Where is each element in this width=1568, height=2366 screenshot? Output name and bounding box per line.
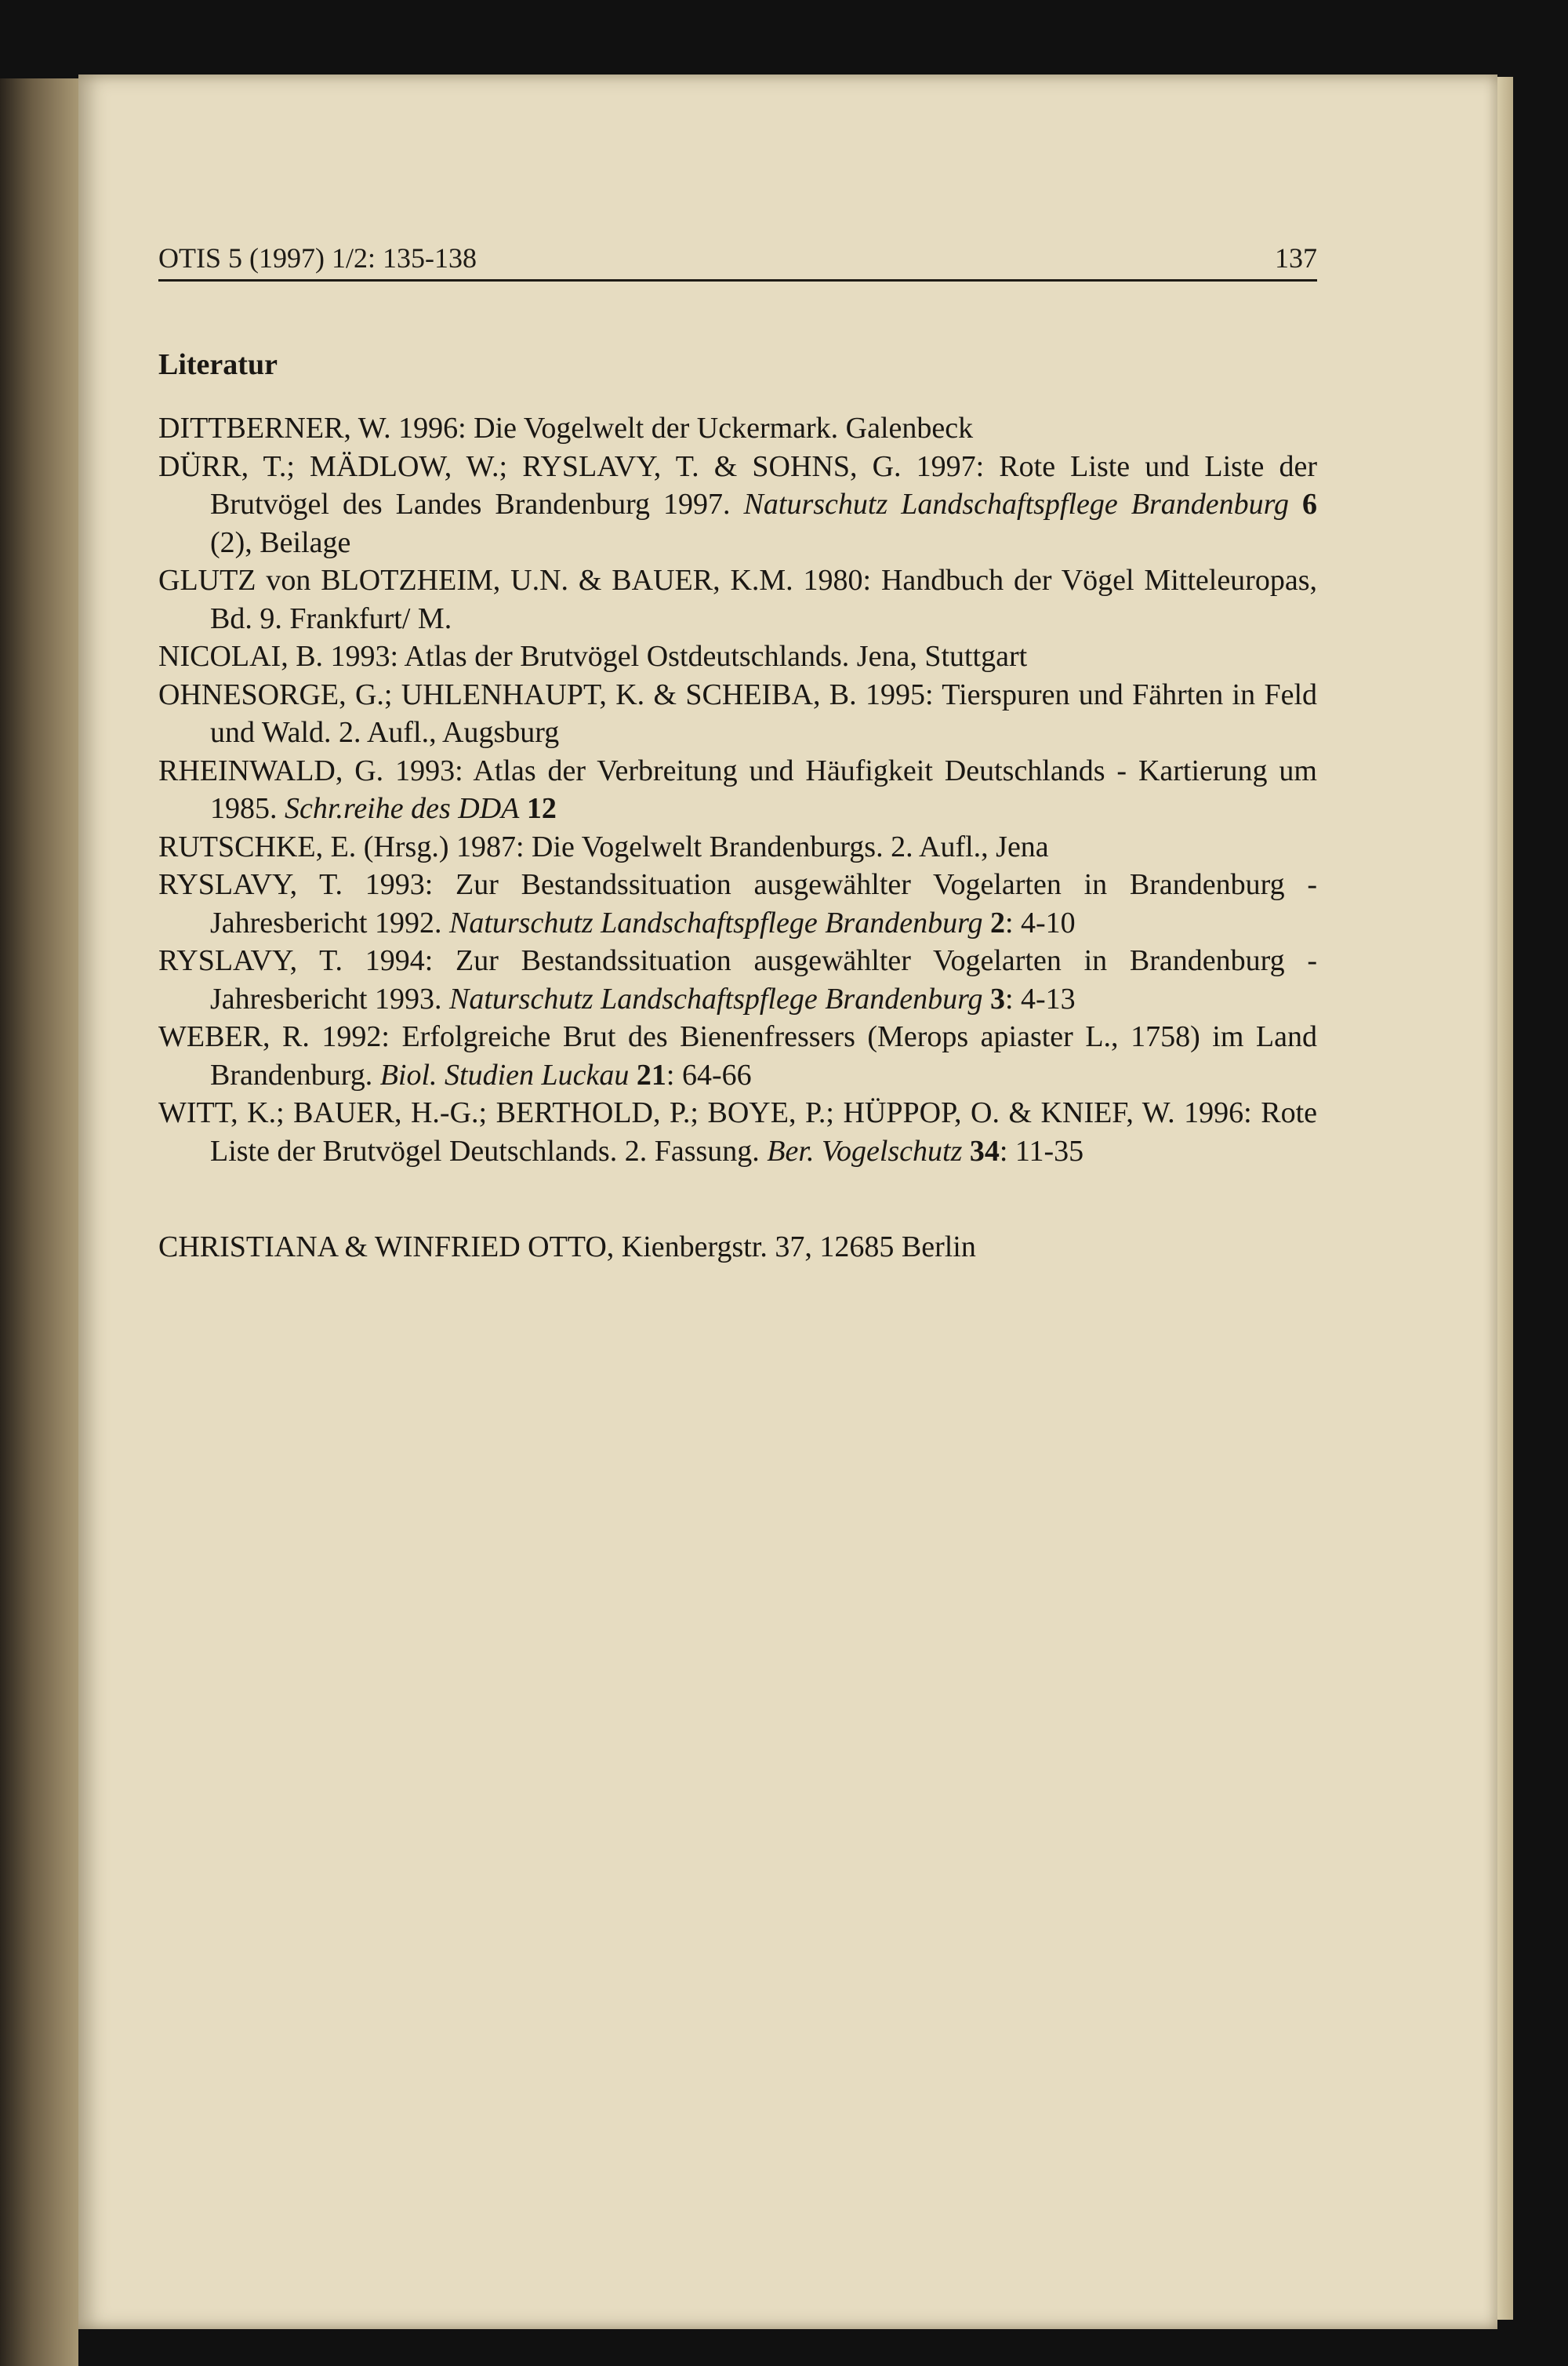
reference-item: GLUTZ von BLOTZHEIM, U.N. & BAUER, K.M. 1980: Handbuch der Vögel Mitteleuropas, Bd. 9. Frankfurt/ M. [158,564,1317,635]
reference-item: NICOLAI, B. 1993: Atlas der Brutvögel Ostdeutschlands. Jena, Stuttgart [158,640,1028,673]
page-edge [1497,77,1513,2320]
volume: 6 [1302,488,1318,521]
journal-title: Naturschutz Landschaftspflege Brandenburg [743,488,1290,521]
journal-title: Naturschutz Landschaftspflege Brandenburg [448,982,983,1016]
journal-title: Naturschutz Landschaftspflege Brandenburg [448,906,983,939]
reference-item: DÜRR, T.; MÄDLOW, W.; RYSLAVY, T. & SOHNS, G. 1997: Rote Liste und Liste der Brutvögel des Landes Brandenburg 1997. Naturschutz Landschaftspflege Brandenburg 6 (2), Beilage [158,449,1318,559]
volume: 3 [989,982,1005,1016]
section-title: Literatur [158,348,278,381]
journal-citation: OTIS 5 (1997) 1/2: 135-138 [158,242,477,274]
reference-item: DITTBERNER, W. 1996: Die Vogelwelt der Uckermark. Galenbeck [158,412,974,445]
volume: 12 [526,792,557,825]
book-spine [0,78,78,2366]
reference-item: RHEINWALD, G. 1993: Atlas der Verbreitung und Häufigkeit Deutschlands - Kartierung um 1985. Schr.reihe des DDA 12 [158,754,1317,825]
author-address: CHRISTIANA & WINFRIED OTTO, Kienbergstr. 37, 12685 Berlin [158,1230,976,1263]
journal-title: Schr.reihe des DDA [285,792,520,825]
journal-title: Biol. Studien Luckau [379,1058,630,1092]
reference-item: WITT, K.; BAUER, H.-G.; BERTHOLD, P.; BOYE, P.; HÜPPOP, O. & KNIEF, W. 1996: Rote Liste der Brutvögel Deutschlands. 2. Fassung. Ber. Vogelschutz 34: 11-35 [158,1096,1317,1168]
reference-list [158,409,1317,1170]
reference-item: RYSLAVY, T. 1993: Zur Bestandssituation ausgewählter Vogelarten in Brandenburg -Jahresbericht 1992. Naturschutz Landschaftspflege Brandenburg 2: 4-10 [158,868,1317,939]
page-number: 137 [1275,242,1317,274]
reference-item: WEBER, R. 1992: Erfolgreiche Brut des Bienenfressers (Merops apiaster L., 1758) im Land Brandenburg. Biol. Studien Luckau 21: 64-66 [158,1020,1317,1092]
reference-item: RUTSCHKE, E. (Hrsg.) 1987: Die Vogelwelt Brandenburgs. 2. Aufl., Jena [158,830,1049,863]
volume: 21 [636,1058,666,1092]
running-header [158,240,1317,282]
volume: 2 [989,906,1005,939]
journal-title: Ber. Vogelschutz [767,1134,963,1168]
reference-item: RYSLAVY, T. 1994: Zur Bestandssituation ausgewählter Vogelarten in Brandenburg - Jahresbericht 1993. Naturschutz Landschaftspflege Brandenburg 3: 4-13 [158,944,1317,1016]
volume: 34 [969,1134,1000,1168]
reference-item: OHNESORGE, G.; UHLENHAUPT, K. & SCHEIBA, B. 1995: Tierspuren und Fährten in Feld und Wald. 2. Aufl., Augsburg [158,678,1317,749]
